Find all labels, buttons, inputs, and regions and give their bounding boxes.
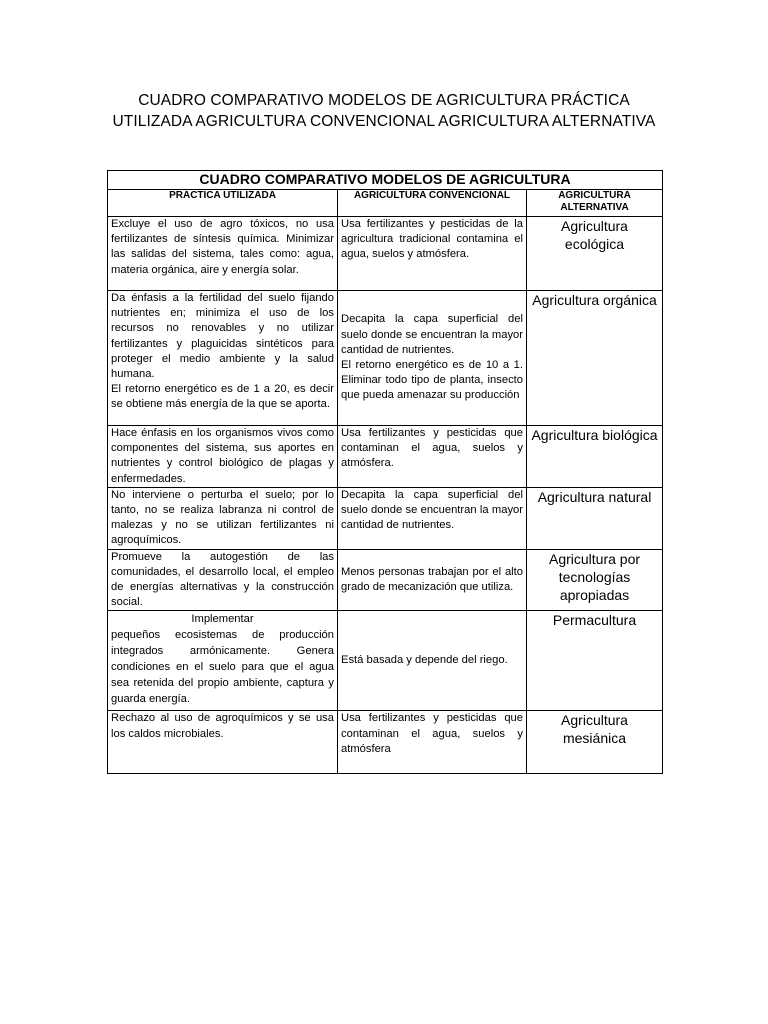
convencional-cell: Decapita la capa superficial del suelo donde se encuentran la mayor cantidad de nutrientes. xyxy=(338,487,527,549)
table-row xyxy=(108,291,663,426)
alternativa-cell: Agricultura orgánica xyxy=(527,291,663,426)
comparison-table xyxy=(107,170,663,774)
practica-cell: Rechazo al uso de agroquímicos y se usa los caldos microbiales. xyxy=(108,711,338,774)
practica-cell: No interviene o perturba el suelo; por lo tanto, no se realiza labranza ni control de malezas y no se utilizan fertilizantes ni agroquímicos. xyxy=(108,487,338,549)
convencional-cell xyxy=(338,291,527,426)
table-row xyxy=(108,217,663,291)
practica-paragraph: El retorno energético es de 1 a 20, es decir se obtiene más energía de la que se aporta. xyxy=(111,383,334,411)
header-agricultura-alternativa: AGRICULTURA ALTERNATIVA xyxy=(527,190,663,217)
table-row xyxy=(108,426,663,488)
practica-cell xyxy=(108,291,338,426)
alternativa-cell: Permacultura xyxy=(527,611,663,711)
document-title-line-2: UTILIZADA AGRICULTURA CONVENCIONAL AGRICULTURA ALTERNATIVA xyxy=(112,113,656,130)
table-title: CUADRO COMPARATIVO MODELOS DE AGRICULTURA xyxy=(108,171,663,190)
document-title xyxy=(0,90,768,132)
convencional-cell: Usa fertilizantes y pesticidas de la agricultura tradicional contamina el agua, suelos y atmósfera. xyxy=(338,217,527,291)
alternativa-cell: Agricultura natural xyxy=(527,487,663,549)
convencional-cell: Usa fertilizantes y pesticidas que contaminan el agua, suelos y atmósfera xyxy=(338,711,527,774)
practica-paragraph: Da énfasis a la fertilidad del suelo fijando nutrientes en; minimiza el uso de los recursos no renovables y no utilizar fertilizantes y plaguicidas sintéticos para proteger el medio ambiente y la salud humana. xyxy=(111,292,334,381)
alternativa-cell: Agricultura por tecnologías apropiadas xyxy=(527,549,663,611)
practica-cell: Excluye el uso de agro tóxicos, no usa fertilizantes de síntesis química. Minimizar las salidas del sistema, tales como: agua, materia orgánica, aire y energía solar. xyxy=(108,217,338,291)
practica-cell: Promueve la autogestión de las comunidades, el desarrollo local, el empleo de energías alternativas y la construcción social. xyxy=(108,549,338,611)
practica-lead-word: Implementar xyxy=(191,613,254,626)
convencional-paragraph: Decapita la capa superficial del suelo donde se encuentran la mayor cantidad de nutrientes. xyxy=(341,313,523,356)
header-practica-utilizada: PRÁCTICA UTILIZADA xyxy=(108,190,338,217)
convencional-cell: Está basada y depende del riego. xyxy=(338,611,527,711)
alternativa-cell: Agricultura mesiánica xyxy=(527,711,663,774)
convencional-cell: Usa fertilizantes y pesticidas que contaminan el agua, suelos y atmósfera. xyxy=(338,426,527,488)
alternativa-cell: Agricultura ecológica xyxy=(527,217,663,291)
header-agricultura-convencional: AGRICULTURA CONVENCIONAL xyxy=(338,190,527,217)
document-title-line-1: CUADRO COMPARATIVO MODELOS DE AGRICULTURA PRÁCTICA xyxy=(138,92,630,109)
table-row xyxy=(108,549,663,611)
alternativa-cell: Agricultura biológica xyxy=(527,426,663,488)
practica-cell: Hace énfasis en los organismos vivos como componentes del sistema, sus aportes en nutrientes y control biológico de plagas y enfermedades. xyxy=(108,426,338,488)
practica-paragraph: pequeños ecosistemas de producción integrados armónicamente. Genera condiciones en el suelo para que el agua sea retenida del propio ambiente, captura y guarda energía. xyxy=(111,629,334,706)
convencional-cell: Menos personas trabajan por el alto grado de mecanización que utiliza. xyxy=(338,549,527,611)
convencional-paragraph: El retorno energético es de 10 a 1. Eliminar todo tipo de planta, insecto que pueda amenazar su producción xyxy=(341,359,523,402)
table-row xyxy=(108,611,663,711)
table-row xyxy=(108,487,663,549)
practica-cell xyxy=(108,611,338,711)
table-row xyxy=(108,711,663,774)
